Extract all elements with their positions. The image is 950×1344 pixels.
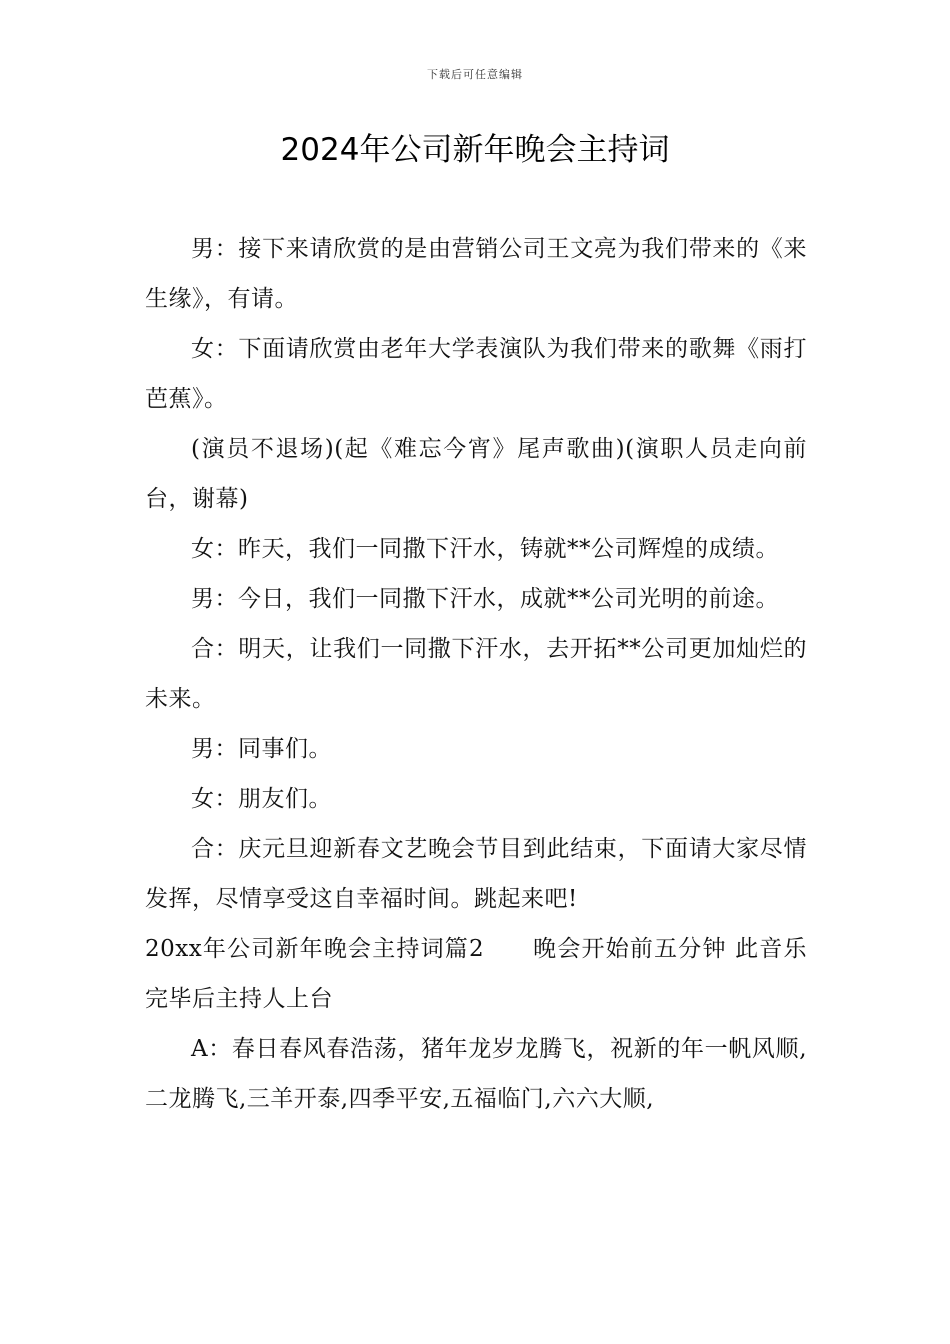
section-heading-2: 20xx年公司新年晚会主持词篇2 晚会开始前五分钟 此音乐完毕后主持人上台 — [145, 936, 807, 1012]
paragraph-4: 女：昨天，我们一同撒下汗水，铸就**公司辉煌的成绩。 — [191, 536, 779, 562]
document-body — [145, 224, 807, 1124]
header-note: 下载后可任意编辑 — [427, 68, 523, 81]
paragraph-7: 男：同事们。 — [191, 736, 332, 762]
paragraph-9: 合：庆元旦迎新春文艺晚会节目到此结束，下面请大家尽情发挥，尽情享受这自幸福时间。跳起来吧! — [145, 836, 807, 912]
paragraph-6: 合：明天，让我们一同撒下汗水，去开拓**公司更加灿烂的未来。 — [145, 636, 807, 712]
paragraph-8: 女：朋友们。 — [191, 786, 332, 812]
paragraph-10: A：春日春风春浩荡，猪年龙岁龙腾飞，祝新的年一帆风顺,二龙腾飞,三羊开泰,四季平安,五福临门,六六大顺, — [145, 1036, 807, 1112]
paragraph-5: 男：今日，我们一同撒下汗水，成就**公司光明的前途。 — [191, 586, 779, 612]
paragraph-3: (演员不退场)(起《难忘今宵》尾声歌曲)(演职人员走向前台，谢幕) — [145, 436, 807, 512]
paragraph-2: 女：下面请欣赏由老年大学表演队为我们带来的歌舞《雨打芭蕉》。 — [145, 336, 807, 412]
document-title: 2024年公司新年晚会主持词 — [280, 132, 670, 168]
paragraph-1: 男：接下来请欣赏的是由营销公司王文亮为我们带来的《来生缘》，有请。 — [145, 236, 807, 312]
